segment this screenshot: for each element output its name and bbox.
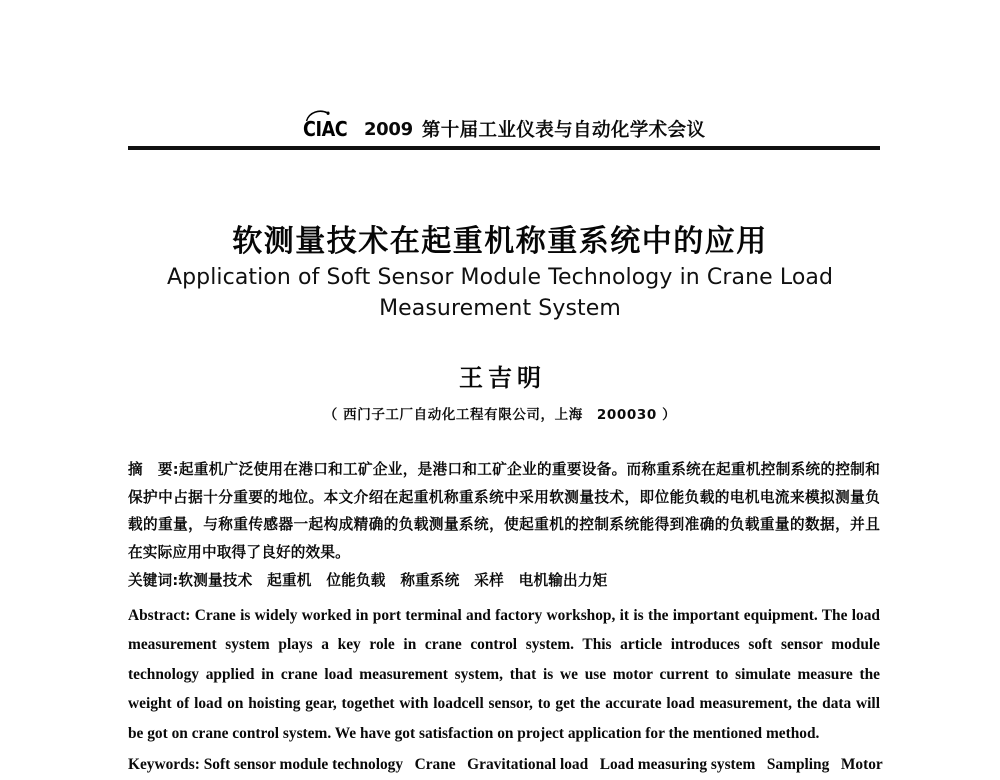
keywords-english-label: Keywords: <box>128 756 200 773</box>
abstract-chinese-label: 摘 要: <box>128 461 179 478</box>
page-title-chinese: 软测量技术在起重机称重系统中的应用 <box>232 224 768 259</box>
logo-text: IAC <box>315 117 347 141</box>
keywords-chinese-text: 软测量技术 起重机 位能负载 称重系统 采样 电机输出力矩 <box>178 572 608 589</box>
page-title-english: Application of Soft Sensor Module Technology in Crane Load Measurement System <box>166 265 834 321</box>
abstract-chinese-text: 起重机广泛使用在港口和工矿企业，是港口和工矿企业的重要设备。而称重系统在起重机控制系统的控制和保护中占据十分重要的地位。本文介绍在起重机称重系统中采用软测量技术，即位能负载的电机电流来模拟测量负载的重量，与称重传感器一起构成精确的负载测量系统，使起重机的控制系统能得到准确的负载重量的数据，并且在实际应用中取得了良好的效果。 <box>128 461 880 561</box>
keywords-english <box>128 750 883 780</box>
author-name: 王吉明 <box>459 364 546 392</box>
abstract-english-label: Abstract: <box>128 606 191 624</box>
ciac-logo <box>303 117 347 141</box>
logo-year: 2009 <box>363 118 413 140</box>
author-affiliation: （ 西门子工厂自动化工程有限公司，上海 200030 ） <box>323 407 677 423</box>
conference-title: 第十届工业仪表与自动化学术会议 <box>421 120 706 141</box>
abstract-chinese <box>128 456 880 566</box>
header-divider-rule <box>128 146 880 150</box>
keywords-english-text: Soft sensor module technology Crane Gravitational load Load measuring system Sampling Motor <box>203 756 883 773</box>
conference-header <box>128 112 880 146</box>
abstract-english-text: Crane is widely worked in port terminal and factory workshop, it is the important equipment. The load measurement system plays a key role in crane control system. This article introduces soft sensor module technology applied in crane load measurement system, that is we use motor current to simulate measure the weight of load on hoisting gear, togethet with loadcell sensor, to get the accurate load measurement, the data will be got on crane control system. We have got satisfaction on project application for the mentioned method. <box>128 606 880 742</box>
keywords-chinese-label: 关键词: <box>128 572 179 589</box>
abstract-section <box>128 456 883 780</box>
logo-lead-letter: C <box>302 117 316 141</box>
abstract-english <box>128 601 880 749</box>
keywords-chinese <box>128 567 880 595</box>
